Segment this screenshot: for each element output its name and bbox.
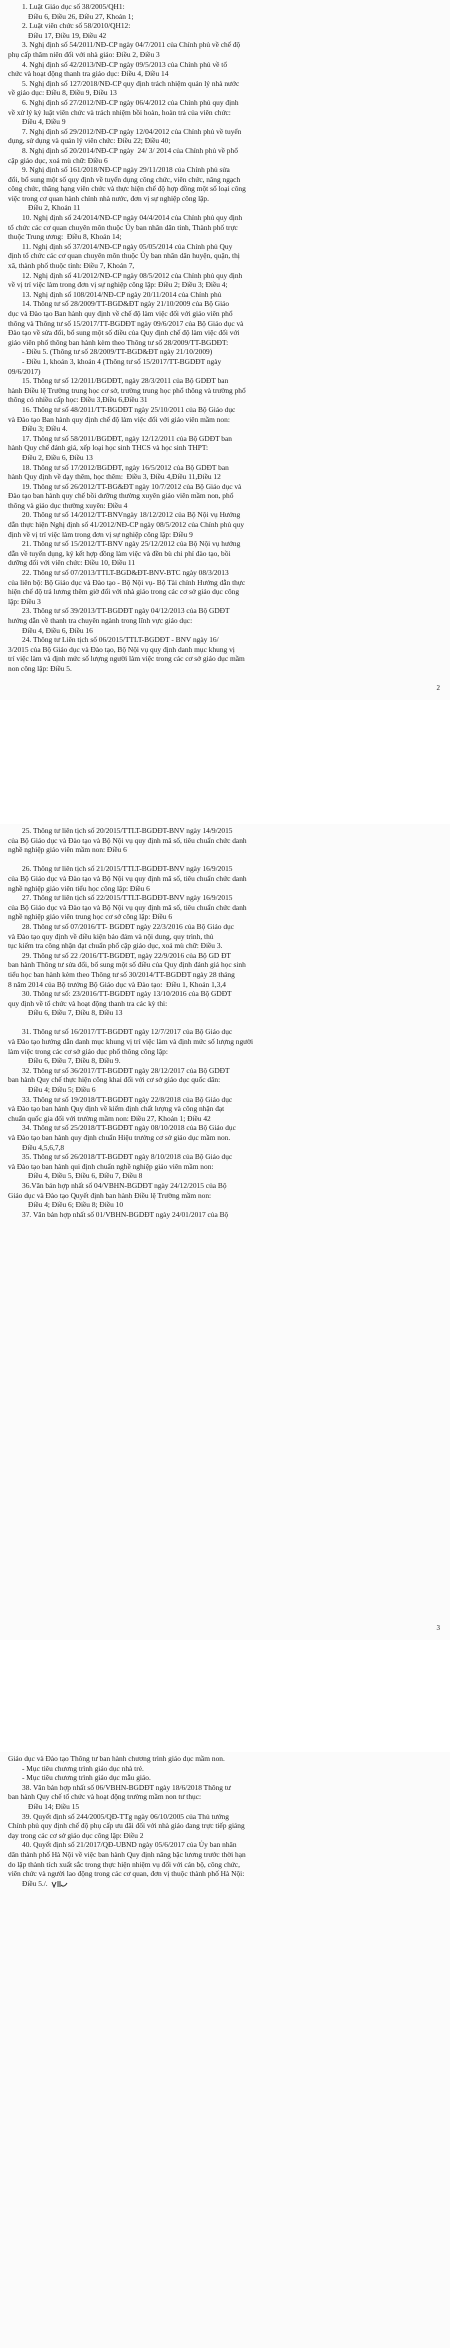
text-line bbox=[8, 98, 439, 108]
line-text: Điều 3; Điều 4. bbox=[22, 424, 68, 434]
line-text: của Bộ Giáo dục và Đào tạo và Bộ Nội vụ quy định mã số, tiêu chuẩn chức danh bbox=[8, 902, 247, 912]
text-line bbox=[8, 989, 439, 999]
line-text: 3. Nghị định số 54/2011/NĐ-CP ngày 04/7/2011 của Chính phủ về chế độ bbox=[22, 40, 241, 50]
text-line bbox=[8, 1191, 439, 1201]
text-line bbox=[8, 194, 439, 204]
page-separator bbox=[0, 700, 450, 824]
line-text: 10. Nghị định số 24/2014/NĐ-CP ngày 04/4/2014 của Chính phủ quy định bbox=[22, 213, 243, 223]
text-line bbox=[8, 941, 439, 951]
line-text: dạy trong các cơ sở giáo dục công lập: Điều 2 bbox=[8, 1830, 144, 1840]
text-line bbox=[8, 299, 439, 309]
line-text: Điều 6, Điều 7, Điều 8, Điều 13 bbox=[28, 1008, 123, 1018]
line-text: về giáo dục: Điều 8, Điều 9, Điều 13 bbox=[8, 88, 117, 98]
text-line bbox=[8, 405, 439, 415]
text-line bbox=[8, 482, 439, 492]
line-text: 38. Văn bản hợp nhất số 06/VBHN-BGDĐT ngày 18/6/2018 Thông tư bbox=[22, 1782, 231, 1792]
text-line bbox=[8, 2, 439, 12]
text-line bbox=[8, 136, 439, 146]
text-line bbox=[8, 893, 439, 903]
text-line bbox=[8, 1879, 439, 1889]
text-line bbox=[8, 864, 439, 874]
text-line bbox=[8, 1773, 439, 1783]
text-line bbox=[8, 251, 439, 261]
text-line bbox=[8, 558, 439, 568]
line-text: 40. Quyết định số 21/2017/QĐ-UBND ngày 05/6/2017 của Ủy ban nhân bbox=[22, 1840, 237, 1850]
line-text: 4. Nghị định số 42/2013/NĐ-CP ngày 09/5/2013 của Chính phủ về tổ bbox=[22, 59, 228, 69]
line-text: Điều 17, Điều 19, Điều 42 bbox=[28, 30, 107, 40]
line-text: ban hành Quy chế thực hiện công khai đối với cơ sở giáo dục quốc dân: bbox=[8, 1075, 221, 1085]
text-line bbox=[8, 1764, 439, 1774]
page-number: 2 bbox=[436, 684, 440, 692]
document-page-2 bbox=[0, 0, 450, 700]
text-line bbox=[8, 606, 439, 616]
line-text: 18. Thông tư số 17/2012/BGDĐT, ngày 16/5/2012 của Bộ GDĐT ban bbox=[22, 462, 229, 472]
line-text: 19. Thông tư số 26/2012/TT-BG&ĐT ngày 10/7/2012 của Bộ Giáo dục và bbox=[22, 481, 242, 491]
text-line bbox=[8, 1840, 439, 1850]
text-line bbox=[8, 1047, 439, 1057]
text-line bbox=[8, 922, 439, 932]
text-line bbox=[8, 60, 439, 70]
text-line bbox=[8, 338, 439, 348]
line-text: định tổ chức các cơ quan chuyên môn thuộc Ủy ban nhân dân huyện, quận, thị bbox=[8, 251, 240, 261]
text-line bbox=[8, 367, 439, 377]
text-line bbox=[8, 1133, 439, 1143]
text-line bbox=[8, 1152, 439, 1162]
text-line bbox=[8, 1037, 439, 1047]
text-line bbox=[8, 1027, 439, 1037]
line-text: Điều 2, Khoản 11 bbox=[28, 203, 81, 213]
text-line bbox=[8, 395, 439, 405]
text-line bbox=[8, 108, 439, 118]
text-line bbox=[8, 1850, 439, 1860]
text-line bbox=[8, 309, 439, 319]
line-text: về vị trí việc làm trong đơn vị sự nghiệp công lập: Điều 2; Điều 3; Điều 4; bbox=[8, 280, 228, 290]
text-line bbox=[8, 1821, 439, 1831]
text-line bbox=[8, 980, 439, 990]
line-text: 26. Thông tư liên tịch số 21/2015/TTLT-BGDĐT-BNV ngày 16/9/2015 bbox=[22, 864, 233, 874]
line-text: Điều 4, Điều 9 bbox=[22, 117, 66, 127]
text-line bbox=[8, 539, 439, 549]
line-text: của Bộ Giáo dục và Đào tạo và Bộ Nội vụ quy định mã số, tiêu chuẩn chức danh bbox=[8, 835, 247, 845]
text-line bbox=[8, 1200, 439, 1210]
text-line bbox=[8, 597, 439, 607]
line-text: 13. Nghị định số 108/2014/NĐ-CP ngày 20/11/2014 của Chính phủ bbox=[22, 289, 222, 299]
line-text: hành Quy chế đánh giá, xếp loại học sinh THCS và học sinh THPT: bbox=[8, 443, 209, 453]
line-text: làm việc trong các cơ sở giáo dục phổ thông công lập: bbox=[8, 1046, 168, 1056]
text-line bbox=[8, 960, 439, 970]
text-line bbox=[8, 970, 439, 980]
text-line bbox=[8, 1860, 439, 1870]
line-text: dân thành phố Hà Nội về việc ban hành Quy định nâng bậc lương trước thời hạn bbox=[8, 1849, 246, 1859]
text-line bbox=[8, 376, 439, 386]
line-text: Đào tạo ban hành quy chế bồi dưỡng thường xuyên giáo viên mầm non, phổ bbox=[8, 491, 234, 501]
line-text: dục và Đào tạo Ban hành quy định về chế độ làm việc đối với giáo viên phổ bbox=[8, 309, 233, 318]
text-line bbox=[8, 1066, 439, 1076]
line-text: thông có nhiều cấp học: Điều 3,Điều 6,Điều 31 bbox=[8, 395, 148, 405]
line-text: viên chức và người lao động trong các cơ quan, đơn vị thuộc thành phố Hà Nội: bbox=[8, 1869, 245, 1879]
text-line bbox=[8, 501, 439, 511]
text-line bbox=[8, 836, 439, 846]
line-text: 7. Nghị định số 29/2012/NĐ-CP ngày 12/04/2012 của Chính phủ về tuyển bbox=[22, 126, 242, 136]
line-text: và Đào tạo ban hành Quy định về kiểm định chất lượng và công nhận đạt bbox=[8, 1104, 225, 1114]
text-line bbox=[8, 626, 439, 636]
text-line bbox=[8, 146, 439, 156]
line-text: tổ chức các cơ quan chuyên môn thuộc Ủy ban nhân dân tỉnh, Thành phố trực bbox=[8, 222, 238, 232]
text-line bbox=[8, 999, 439, 1009]
text-line bbox=[8, 424, 439, 434]
text-line bbox=[8, 1162, 439, 1172]
document-page-4 bbox=[0, 1752, 450, 2348]
text-line bbox=[8, 826, 439, 836]
line-text: nghề nghiệp giáo viên mầm non: Điều 6 bbox=[8, 845, 127, 855]
line-text: Điều 4,5,6,7,8 bbox=[22, 1142, 65, 1152]
line-text: 31. Thông tư số 16/2017/TT-BGDĐT ngày 12/7/2017 của Bộ Giáo dục bbox=[22, 1027, 233, 1037]
text-line bbox=[8, 491, 439, 501]
line-text: Điều 6, Điều 26, Điều 27, Khoản 1; bbox=[28, 11, 134, 21]
text-line bbox=[8, 1056, 439, 1066]
line-text: ban hành Quy chế tổ chức và hoạt động trường mầm non tư thục: bbox=[8, 1792, 202, 1802]
document-page-3 bbox=[0, 824, 450, 1640]
line-text: thuộc Trung ương: Điều 8, Khoản 14; bbox=[8, 232, 122, 242]
text-line bbox=[8, 616, 439, 626]
text-line bbox=[8, 213, 439, 223]
line-text: giáo viên phổ thông ban hành kèm theo Thông tư số 28/2009/TT-BGDĐT: bbox=[8, 337, 229, 347]
line-text: 24. Thông tư Liên tịch số 06/2015/TTLT-BGDĐT - BNV ngày 16/ bbox=[22, 635, 219, 645]
line-text: dẫn về tuyển dụng, ký kết hợp đồng làm việc và đền bù chi phí đào tạo, bồi bbox=[8, 548, 231, 558]
line-text: 21. Thông tư số 15/2012/TT-BNV ngày 25/12/2012 của Bộ Nội vụ hướng bbox=[22, 539, 241, 549]
line-text: do lập thành tích xuất sắc trong thực hiện nhiệm vụ đối với cán bộ, công chức, bbox=[8, 1859, 240, 1869]
line-text: 1. Luật Giáo dục số 38/2005/QH1: bbox=[22, 2, 125, 11]
line-text: Điều 4; Điều 6; Điều 8; Điều 10 bbox=[28, 1200, 124, 1210]
text-line bbox=[8, 415, 439, 425]
line-text: xã, thành phố thuộc tỉnh: Điều 7, Khoản 7, bbox=[8, 261, 135, 271]
line-text: 2. Luật viên chức số 58/2010/QH12: bbox=[22, 21, 131, 31]
line-text: và Đào tạo quy định về điều kiện bảo đảm và nội dung, quy trình, thủ bbox=[8, 931, 214, 941]
text-line bbox=[8, 587, 439, 597]
text-line bbox=[8, 12, 439, 22]
text-line bbox=[8, 1754, 439, 1764]
text-line bbox=[8, 874, 439, 884]
line-text: 33. Thông tư số 19/2018/TT-BGDĐT ngày 22/8/2018 của Bộ Giáo dục bbox=[22, 1094, 233, 1104]
text-line bbox=[8, 1085, 439, 1095]
text-line bbox=[8, 1075, 439, 1085]
line-text: hành Điều lệ Trường trung học cơ sở, trường trung học phổ thông và trường phổ bbox=[8, 385, 246, 395]
text-line bbox=[8, 1171, 439, 1181]
line-text: dẫn thực hiện Nghị định số 41/2012/NĐ-CP ngày 08/5/2012 của Chính phủ quy bbox=[8, 520, 245, 530]
text-line bbox=[8, 1869, 439, 1879]
line-text: Giáo dục và Đào tạo Quyết định ban hành Điều lệ Trường mầm non: bbox=[8, 1190, 212, 1200]
initials-signature-icon bbox=[51, 1880, 69, 1888]
page-number: 3 bbox=[436, 1624, 440, 1632]
line-text: 30. Thông tư số: 23/2016/TT-BGDĐT ngày 13/10/2016 của Bộ GDĐT bbox=[22, 989, 232, 999]
line-text: 32. Thông tư số 36/2017/TT-BGDĐT ngày 28/12/2017 của Bộ GDĐT bbox=[22, 1065, 230, 1075]
text-line bbox=[8, 184, 439, 194]
text-line bbox=[8, 386, 439, 396]
line-text: Điều 5./. bbox=[22, 1878, 48, 1888]
line-text: 23. Thông tư số 39/2013/TT-BGDĐT ngày 04/12/2013 của Bộ GDĐT bbox=[22, 606, 230, 616]
text-line bbox=[8, 1812, 439, 1822]
text-line bbox=[8, 261, 439, 271]
text-line bbox=[8, 1095, 439, 1105]
text-line bbox=[8, 520, 439, 530]
line-text: ban hành Thông tư sửa đổi, bổ sung một số điều của Quy định đánh giá học sinh bbox=[8, 960, 246, 970]
text-line bbox=[8, 357, 439, 367]
text-line bbox=[8, 203, 439, 213]
line-text: 34. Thông tư số 25/2018/TT-BGDĐT ngày 08/10/2018 của Bộ Giáo dục bbox=[22, 1123, 236, 1133]
line-text: Đào tạo về sửa đổi, bổ sung một số điều của Quy định chế độ làm việc đối với bbox=[8, 328, 240, 338]
line-text: Giáo dục và Đào tạo Thông tư ban hành chương trình giáo dục mầm non. bbox=[8, 1754, 225, 1763]
text-line bbox=[8, 232, 439, 242]
text-line bbox=[8, 635, 439, 645]
text-line bbox=[8, 271, 439, 281]
line-text: dụng, sử dụng và quản lý viên chức: Điều 22; Điều 40; bbox=[8, 136, 171, 146]
text-line bbox=[8, 845, 439, 855]
text-line bbox=[8, 443, 439, 453]
text-line bbox=[8, 510, 439, 520]
line-text: 29. Thông tư số 22 /2016/TT-BGDĐT, ngày 22/9/2016 của Bộ GD ĐT bbox=[22, 950, 231, 960]
text-line bbox=[8, 347, 439, 357]
line-text: hướng dẫn về thanh tra chuyên ngành trong lĩnh vực giáo dục: bbox=[8, 616, 193, 625]
line-text: 28. Thông tư số 07/2016/TT- BGDĐT ngày 22/3/2016 của Bộ Giáo dục bbox=[22, 921, 235, 931]
line-text: 14. Thông tư số 28/2009/TT-BGD&ĐT ngày 21/10/2009 của Bộ Giáo bbox=[22, 299, 230, 309]
text-line bbox=[8, 1008, 439, 1018]
text-line bbox=[8, 50, 439, 60]
line-text: về xử lý kỷ luật viên chức và trách nhiệm bồi hoàn, hoàn trả của viên chức: bbox=[8, 107, 231, 117]
line-text: dưỡng đối với viên chức: Điều 10, Điều 11 bbox=[8, 558, 136, 568]
page-separator bbox=[0, 1640, 450, 1752]
text-line bbox=[8, 453, 439, 463]
text-line bbox=[8, 664, 439, 674]
line-text: Điều 4, Điều 6, Điều 16 bbox=[22, 625, 93, 635]
text-line bbox=[8, 290, 439, 300]
line-text: và Đào tạo ban hành quy định chuẩn Hiệu trưởng cơ sở giáo dục mầm non. bbox=[8, 1133, 231, 1142]
line-text: 36.Văn bản hợp nhất số 04/VBHN-BGDĐT ngày 24/12/2015 của Bộ bbox=[22, 1180, 227, 1190]
text-line bbox=[8, 530, 439, 540]
line-text: 11. Nghị định số 37/2014/NĐ-CP ngày 05/05/2014 của Chính phủ Quy bbox=[22, 241, 233, 251]
line-text: và Đào tạo ban hành qui định chuẩn nghề nghiệp giáo viên mầm non: bbox=[8, 1161, 214, 1171]
text-line bbox=[8, 1792, 439, 1802]
text-line bbox=[8, 328, 439, 338]
text-line bbox=[8, 912, 439, 922]
text-line bbox=[8, 319, 439, 329]
line-text: định về vị trí việc làm trong đơn vị sự nghiệp công lập: Điều 9 bbox=[8, 529, 193, 539]
text-line bbox=[8, 884, 439, 894]
line-text: non công lập: Điều 5. bbox=[8, 663, 72, 673]
line-text: quy định về tổ chức và hoạt động thanh tra các kỳ thi: bbox=[8, 998, 168, 1008]
line-text: công chức, thăng hạng viên chức và thực hiện chế độ hợp đồng một số loại công bbox=[8, 184, 246, 194]
text-line bbox=[8, 1114, 439, 1124]
line-text: 3/2015 của Bộ Giáo dục và Đào tạo, Bộ Nội vụ quy định danh mục khung vị bbox=[8, 644, 235, 654]
text-line bbox=[8, 932, 439, 942]
text-line bbox=[8, 1802, 439, 1812]
line-text: 35. Thông tư số 26/2018/TT-BGDĐT ngày 8/10/2018 của Bộ Giáo dục bbox=[22, 1152, 233, 1162]
text-line bbox=[8, 40, 439, 50]
line-text: thông và giáo dục thường xuyên: Điều 4 bbox=[8, 500, 128, 510]
line-text: 22. Thông tư số 07/2013/TTLT-BGD&ĐT-BNV-BTC ngày 08/3/2013 bbox=[22, 568, 229, 578]
line-text: của liên bộ: Bộ Giáo dục và Đào tạo - Bộ Nội vụ- Bộ Tài chính Hướng dẫn thực bbox=[8, 577, 246, 587]
line-text: của Bộ Giáo dục và Đào tạo và Bộ Nội vụ quy định mã số, tiêu chuẩn chức danh bbox=[8, 873, 247, 883]
line-text: 9. Nghị định số 161/2018/NĐ-CP ngày 29/11/2018 của Chính phủ sửa bbox=[22, 165, 230, 175]
text-line bbox=[8, 1181, 439, 1191]
text-line bbox=[8, 117, 439, 127]
line-text: - Mục tiêu chương trình giáo dục mẫu giáo. bbox=[22, 1773, 151, 1783]
line-text: Điều 4, Điều 5, Điều 6, Điều 7, Điều 8 bbox=[28, 1171, 143, 1181]
line-text: 15. Thông tư số 12/2011/BGDĐT, ngày 28/3/2011 của Bộ GDĐT ban bbox=[22, 376, 229, 386]
text-line bbox=[8, 578, 439, 588]
line-text: trí việc làm và định mức số lượng người làm việc trong các cơ sở giáo dục mầm bbox=[8, 654, 245, 664]
line-text: việc trong cơ quan hành chính nhà nước, đơn vị sự nghiệp công lập. bbox=[8, 193, 209, 203]
text-line bbox=[8, 1123, 439, 1133]
line-text: - Mục tiêu chương trình giáo dục nhà trẻ. bbox=[22, 1763, 144, 1773]
text-line bbox=[8, 645, 439, 655]
line-text: thông và Thông tư số 15/2017/TT-BGDĐT ngày 09/6/2017 của Bộ Giáo dục và bbox=[8, 318, 244, 328]
line-text: 12. Nghị định số 41/2012/NĐ-CP ngày 08/5/2012 của Chính phủ quy định bbox=[22, 270, 243, 280]
line-text: 25. Thông tư liên tịch số 20/2015/TTLT-BGDĐT-BNV ngày 14/9/2015 bbox=[22, 826, 233, 835]
text-line bbox=[8, 434, 439, 444]
line-text: 16. Thông tư số 48/2011/TT-BGDĐT ngày 25/10/2011 của Bộ Giáo dục bbox=[22, 404, 236, 414]
line-text: Điều 14; Điều 15 bbox=[28, 1801, 80, 1811]
line-text: và Đào tạo Ban hành quy định chế độ làm việc đối với giáo viên mầm non: bbox=[8, 414, 230, 424]
line-text: hiện chế độ trả lương thêm giờ đối với nhà giáo trong các cơ sở giáo dục công bbox=[8, 587, 240, 597]
text-line bbox=[8, 242, 439, 252]
line-text: 37. Văn bản hợp nhất số 01/VBHN-BGDĐT ngày 24/01/2017 của Bộ bbox=[22, 1209, 229, 1219]
line-text: lập: Điều 3 bbox=[8, 596, 41, 606]
text-line bbox=[8, 165, 439, 175]
line-text: 20. Thông tư số 14/2012/TT-BNVngày 18/12/2012 của Bộ Nội vụ Hướng bbox=[22, 510, 241, 520]
text-line bbox=[8, 549, 439, 559]
line-text: 09/6/2017) bbox=[8, 366, 41, 376]
text-line bbox=[8, 223, 439, 233]
line-text: nghề nghiệp giáo viên tiểu học công lập: Điều 6 bbox=[8, 883, 150, 893]
text-line bbox=[8, 79, 439, 89]
line-text: Điều 2, Điều 6, Điều 13 bbox=[22, 452, 93, 462]
line-text: tục kiểm tra công nhận đạt chuẩn phổ cập giáo dục, xoá mù chữ: Điều 3. bbox=[8, 941, 223, 951]
line-text: tiểu học ban hành kèm theo Thông tư số 30/2014/TT-BGDĐT ngày 28 tháng bbox=[8, 969, 235, 979]
text-line bbox=[8, 568, 439, 578]
text-line bbox=[8, 1104, 439, 1114]
line-text: 17. Thông tư số 58/2011/BGDĐT, ngày 12/12/2011 của Bộ GDĐT ban bbox=[22, 433, 232, 443]
text-line bbox=[8, 21, 439, 31]
line-text: hành Quy định về dạy thêm, học thêm: Điều 3, Điều 4,Điều 11,Điều 12 bbox=[8, 472, 221, 482]
text-line bbox=[8, 1143, 439, 1153]
line-text: và Đào tạo hướng dẫn danh mục khung vị trí việc làm và định mức số lượng người bbox=[8, 1037, 254, 1047]
line-text: 27. Thông tư liên tịch số 22/2015/TTLT-BGDĐT-BNV ngày 16/9/2015 bbox=[22, 893, 233, 903]
text-line bbox=[8, 127, 439, 137]
line-text: 5. Nghị định số 127/2018/NĐ-CP quy định trách nhiệm quản lý nhà nước bbox=[22, 78, 240, 88]
line-text: chuẩn quốc gia đối với trường mầm non: Điều 27, Khoản 1; Điều 42 bbox=[8, 1113, 211, 1123]
line-text: 8 năm 2014 của Bộ trưởng Bộ Giáo dục và Đào tạo: Điều 1, Khoản 1,3,4 bbox=[8, 979, 226, 989]
line-text: - Điều 5. (Thông tư số 28/2009/TT-BGD&ĐT ngày 21/10/2009) bbox=[22, 347, 213, 357]
text-line bbox=[8, 156, 439, 166]
text-line bbox=[8, 175, 439, 185]
line-text: cập giáo dục, xoá mù chữ: Điều 6 bbox=[8, 155, 108, 165]
line-text: đổi, bổ sung một số quy định về tuyển dụng công chức, viên chức, nâng ngạch bbox=[8, 174, 241, 184]
line-text: - Điều 1, khoản 3, khoản 4 (Thông tư số 15/2017/TT-BGDĐT ngày bbox=[22, 356, 222, 366]
line-text: Điều 4; Điều 5; Điều 6 bbox=[28, 1085, 96, 1095]
line-text: phụ cấp thâm niên đối với nhà giáo: Điều 2, Điều 3 bbox=[8, 49, 160, 59]
text-line bbox=[8, 654, 439, 664]
text-line bbox=[8, 88, 439, 98]
text-line bbox=[8, 951, 439, 961]
text-line bbox=[8, 855, 439, 865]
text-line bbox=[8, 1210, 439, 1220]
text-line bbox=[8, 472, 439, 482]
text-line bbox=[8, 69, 439, 79]
text-line bbox=[8, 1018, 439, 1028]
line-text: 39. Quyết định số 244/2005/QĐ-TTg ngày 06/10/2005 của Thủ tướng bbox=[22, 1811, 229, 1821]
line-text: nghề nghiệp giáo viên trung học cơ sở công lập: Điều 6 bbox=[8, 912, 173, 922]
line-text: 8. Nghị định số 20/2014/NĐ-CP ngày 24/ 3/ 2014 của Chính phủ về phổ bbox=[22, 145, 238, 155]
text-line bbox=[8, 903, 439, 913]
line-text: Điều 6, Điều 7, Điều 8, Điều 9. bbox=[28, 1056, 121, 1066]
line-text: chức và hoạt động thanh tra giáo dục: Điều 4, Điều 14 bbox=[8, 69, 169, 79]
line-text: Chính phủ quy định chế độ phụ cấp ưu đãi đối với nhà giáo đang trực tiếp giảng bbox=[8, 1821, 245, 1831]
line-text: 6. Nghị định số 27/2012/NĐ-CP ngày 06/4/2012 của Chính phủ quy định bbox=[22, 97, 239, 107]
text-line bbox=[8, 1831, 439, 1841]
text-line bbox=[8, 31, 439, 41]
text-line bbox=[8, 463, 439, 473]
text-line bbox=[8, 1783, 439, 1793]
text-line bbox=[8, 280, 439, 290]
